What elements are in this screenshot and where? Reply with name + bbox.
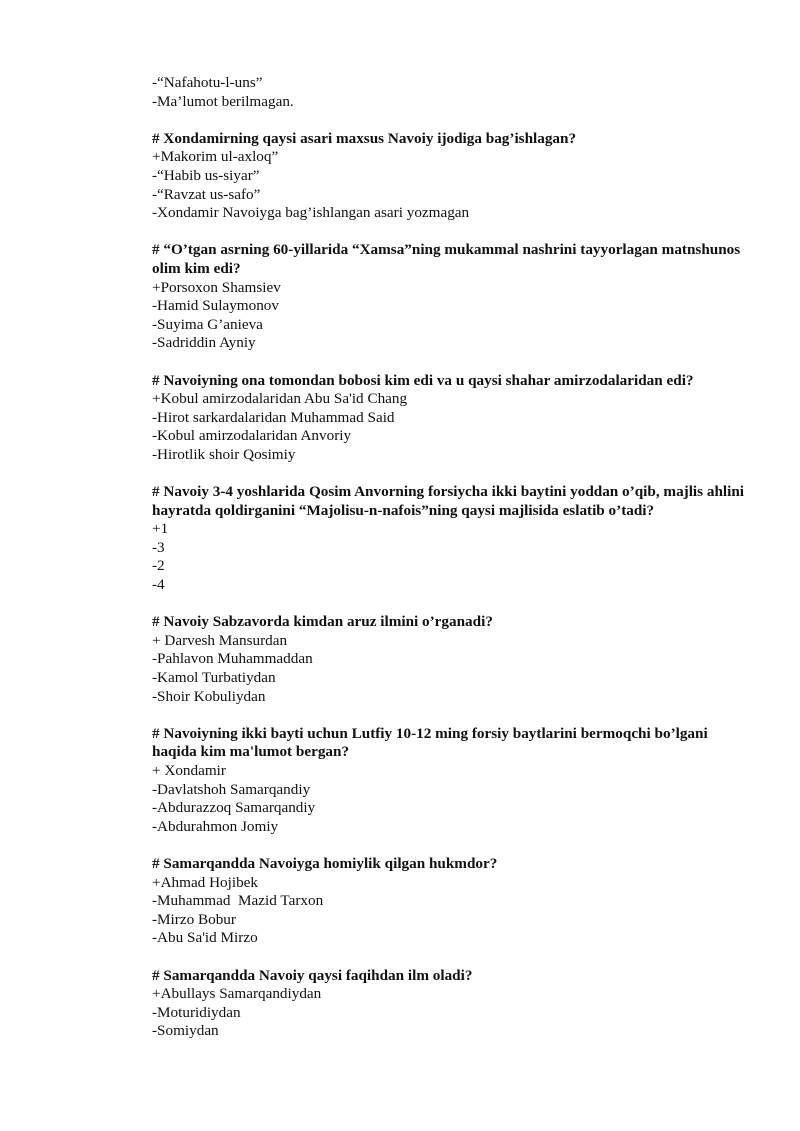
answer-option: -Abu Sa'id Mirzo <box>152 929 258 947</box>
answer-option: -4 <box>152 576 165 594</box>
answer-option: -Pahlavon Muhammaddan <box>152 650 313 668</box>
question-block <box>152 483 752 595</box>
answer-option: -Kamol Turbatiydan <box>152 669 276 686</box>
answer-option: -2 <box>152 557 165 575</box>
answer-option: + Darvesh Mansurdan <box>152 631 288 649</box>
answer-option: +Kobul amirzodalaridan Abu Sa'id Chang <box>152 390 408 408</box>
question-text: # Navoiy 3-4 yoshlarida Qosim Anvorning forsiycha ikki baytini yoddan o’qib, majlis ahlini hayratda qoldirganini “Majolisu-n-nafois”ning qaysi majlisida eslatib o’tadi? <box>152 483 745 519</box>
answer-option: -“Habib us-siyar” <box>152 166 260 184</box>
answer-option: -“Nafahotu-l-uns” <box>152 74 263 91</box>
answer-option: -Kobul amirzodalaridan Anvoriy <box>152 427 352 445</box>
answer-option: -3 <box>152 538 165 556</box>
answer-option: -Sadriddin Ayniy <box>152 334 256 352</box>
question-text: # Xondamirning qaysi asari maxsus Navoiy ijodiga bag’ishlagan? <box>152 129 577 147</box>
answer-option: -Davlatshoh Samarqandiy <box>152 780 311 798</box>
answer-option: -Abdurahmon Jomiy <box>152 817 279 835</box>
answer-option: +Abullays Samarqandiydan <box>152 985 322 1003</box>
answer-option: +Ahmad Hojibek <box>152 873 259 891</box>
answer-option: -Abdurazzoq Samarqandiy <box>152 799 316 817</box>
question-text: # Samarqandda Navoiy qaysi faqihdan ilm oladi? <box>152 966 473 984</box>
answer-option: -Suyima G’anieva <box>152 315 263 333</box>
question-block <box>152 241 752 353</box>
answer-option: -Hirot sarkardalaridan Muhammad Said <box>152 408 395 426</box>
answer-option: -Moturidiydan <box>152 1003 241 1021</box>
question-block <box>152 855 752 948</box>
document-page <box>152 74 752 1041</box>
question-text: # Samarqandda Navoiyga homiylik qilgan hukmdor? <box>152 854 498 872</box>
question-text: # Navoiyning ona tomondan bobosi kim edi va u qaysi shahar amirzodalaridan edi? <box>152 371 694 389</box>
answer-option: -Somiydan <box>152 1022 219 1040</box>
question-text: # “O’tgan asrning 60-yillarida “Xamsa”ning mukammal nashrini tayyorlagan matnshunos olim kim edi? <box>152 241 741 277</box>
question-block <box>152 613 752 706</box>
question-block <box>152 130 752 223</box>
answer-option: +Makorim ul-axloq” <box>152 148 279 166</box>
question-block <box>152 725 752 837</box>
answer-option: + Xondamir <box>152 761 226 779</box>
answer-option: -Hamid Sulaymonov <box>152 297 279 315</box>
question-text: # Navoiy Sabzavorda kimdan aruz ilmini o’rganadi? <box>152 613 493 631</box>
answer-option: -Xondamir Navoiyga bag’ishlangan asari yozmagan <box>152 204 470 222</box>
question-text: # Navoiyning ikki bayti uchun Lutfiy 10-12 ming forsiy baytlarini bermoqchi bo’lgani haqida kim ma'lumot bergan? <box>152 724 708 761</box>
answer-option: -“Ravzat us-safo” <box>152 185 261 203</box>
lead-block <box>152 74 752 111</box>
question-block <box>152 372 752 465</box>
answer-option: -Shoir Kobuliydan <box>152 687 266 705</box>
answer-option: -Hirotlik shoir Qosimiy <box>152 445 296 463</box>
question-block <box>152 967 752 1041</box>
answer-option: +1 <box>152 520 169 538</box>
answer-option: -Ma’lumot berilmagan. <box>152 92 294 110</box>
answer-option: -Muhammad Mazid Tarxon <box>152 892 324 910</box>
answer-option: +Porsoxon Shamsiev <box>152 278 281 296</box>
answer-option: -Mirzo Bobur <box>152 910 236 928</box>
